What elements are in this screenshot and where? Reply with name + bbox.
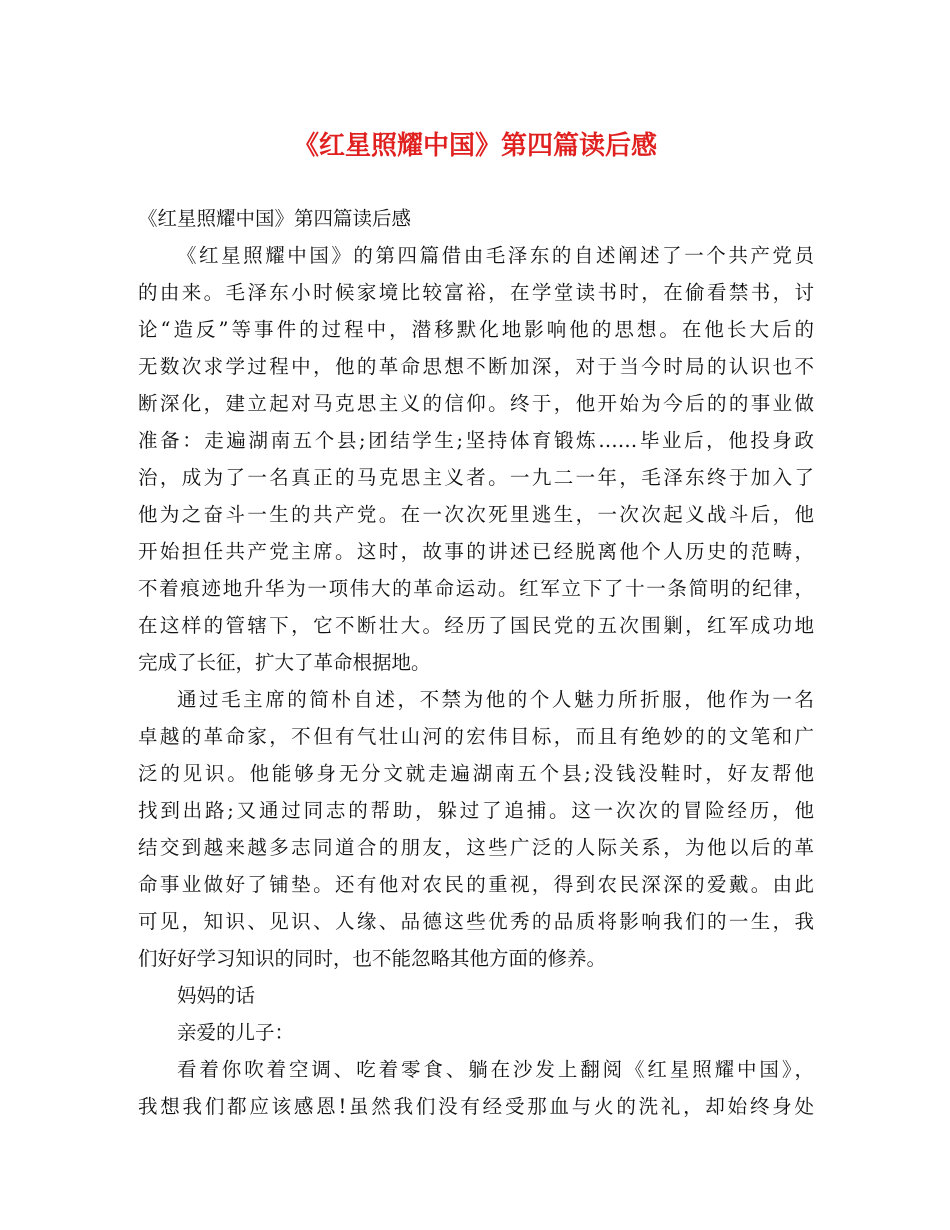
text-line: 的由来。毛泽东小时候家境比较富裕，在学堂读书时，在偷看禁书，讨 [138,281,814,304]
text-line: 们好好学习知识的同时，也不能忽略其他方面的修养。 [138,947,607,970]
text-line: 论“造反”等事件的过程中，潜移默化地影响他的思想。在他长大后的 [138,318,814,341]
text-line: 妈妈的话 [177,984,256,1007]
text-line: 断深化，建立起对马克思主义的信仰。终于，他开始为今后的的事业做 [138,392,814,415]
text-line: 结交到越来越多志同道合的朋友，这些广泛的人际关系，为他以后的革 [138,836,814,859]
text-line: 卓越的革命家，不但有气壮山河的宏伟目标，而且有绝妙的的文笔和广 [138,725,814,748]
text-line: 完成了长征，扩大了革命根据地。 [138,651,431,674]
text-line: 在这样的管辖下，它不断壮大。经历了国民党的五次围剿，红军成功地 [138,614,814,637]
document-title: 《红星照耀中国》第四篇读后感 [292,131,657,161]
text-line: 我想我们都应该感恩!虽然我们没有经受那血与火的洗礼，却始终身处 [138,1095,814,1118]
text-line: 他为之奋斗一生的共产党。在一次次死里逃生，一次次起义战斗后，他 [138,503,814,526]
text-line: 无数次求学过程中，他的革命思想不断加深，对于当今时局的认识也不 [138,355,814,378]
text-line: 《红星照耀中国》的第四篇借由毛泽东的自述阐述了一个共产党员 [177,244,814,267]
text-line: 命事业做好了铺垫。还有他对农民的重视，得到农民深深的爱戴。由此 [138,873,814,896]
text-line: 泛的见识。他能够身无分文就走遍湖南五个县;没钱没鞋时，好友帮他 [138,762,814,785]
text-line: 亲爱的儿子： [177,1021,295,1044]
text-line: 可见，知识、见识、人缘、品德这些优秀的品质将影响我们的一生，我 [138,910,814,933]
text-line: 找到出路;又通过同志的帮助，躲过了追捕。这一次次的冒险经历，他 [138,799,814,822]
text-line: 看着你吹着空调、吃着零食、躺在沙发上翻阅《红星照耀中国》， [177,1058,814,1081]
text-line: 《红星照耀中国》第四篇读后感 [138,207,412,230]
document-body [138,200,814,1125]
text-line: 治，成为了一名真正的马克思主义者。一九二一年，毛泽东终于加入了 [138,466,814,489]
text-line: 开始担任共产党主席。这时，故事的讲述已经脱离他个人历史的范畴， [138,540,814,563]
text-line: 不着痕迹地升华为一项伟大的革命运动。红军立下了十一条简明的纪律， [138,577,814,600]
text-line: 准备：走遍湖南五个县;团结学生;坚持体育锻炼……毕业后，他投身政 [138,429,814,452]
text-line: 通过毛主席的简朴自述，不禁为他的个人魅力所折服，他作为一名 [177,688,814,711]
